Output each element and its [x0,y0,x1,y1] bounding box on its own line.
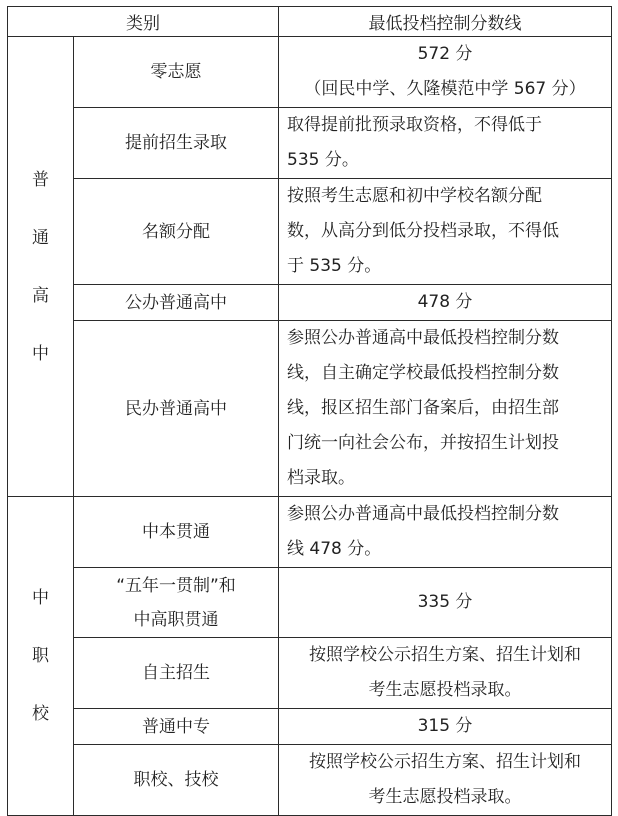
threshold-text: 于 535 分。 [287,256,382,276]
threshold-cell [279,709,612,745]
table-header-row [8,7,612,37]
threshold-text: 按照学校公示招生方案、招生计划和 [309,645,581,665]
group-label-char: 通 [32,227,49,248]
threshold-text: 参照公办普通高中最低投档控制分数 [287,328,559,348]
threshold-text: 572 分 [417,44,473,64]
threshold-text: 取得提前批预录取资格，不得低于 [287,115,542,135]
category-cell [74,568,279,638]
group-label-char: 职 [32,646,49,666]
threshold-text: 按照考生志愿和初中学校名额分配 [287,186,542,206]
category-cell [74,321,279,497]
category-text: 职校、技校 [133,770,219,790]
threshold-text: 档录取。 [287,468,355,488]
threshold-text: 线 478 分。 [287,539,382,559]
admission-table-container [7,6,612,816]
category-text: 公办普通高中 [125,292,227,313]
threshold-text: 线，自主确定学校最低投档控制分数 [287,363,559,383]
category-text: 普通中专 [142,716,210,737]
category-cell [74,179,279,285]
threshold-text: 315 分 [417,716,473,736]
table-row [8,638,612,709]
category-text: 民办普通高中 [125,398,227,419]
category-text: 零志愿 [150,62,202,82]
category-cell [74,638,279,709]
threshold-cell [279,285,612,321]
category-cell [74,108,279,179]
table-row [8,37,612,108]
group-label-char: 高 [32,285,49,306]
table-row [8,108,612,179]
threshold-cell [279,745,612,816]
threshold-text: 数，从高分到低分投档录取，不得低 [287,221,559,241]
threshold-text: 335 分 [417,592,473,612]
category-text: “五年一贯制”和 [116,575,236,596]
category-cell [74,37,279,108]
threshold-text: 门统一向社会公布，并按招生计划投 [287,433,559,453]
category-cell [74,497,279,568]
header-threshold: 最低投档控制分数线 [279,7,612,37]
threshold-cell [279,37,612,108]
threshold-cell [279,497,612,568]
threshold-text: 线，报区招生部门备案后，由招生部 [287,398,559,418]
threshold-cell [279,638,612,709]
threshold-cell [279,179,612,285]
admission-threshold-table [7,6,612,816]
table-body [8,37,612,816]
threshold-cell [279,108,612,179]
category-cell [74,745,279,816]
table-row [8,179,612,285]
category-text: 名额分配 [142,221,210,242]
table-row [8,568,612,638]
category-text: 中高职贯通 [133,609,219,630]
table-row [8,497,612,568]
threshold-cell [279,321,612,497]
threshold-text: 按照学校公示招生方案、招生计划和 [309,752,581,772]
group-label-char: 校 [32,704,49,724]
threshold-text: 535 分。 [287,150,359,170]
table-row [8,285,612,321]
group-label-cell [8,37,74,497]
threshold-text: 参照公办普通高中最低投档控制分数 [287,504,559,524]
group-label-char: 中 [32,343,49,364]
group-label-char: 普 [32,169,49,190]
table-row [8,321,612,497]
header-category: 类别 [8,7,279,37]
table-row [8,745,612,816]
category-cell [74,285,279,321]
category-text: 中本贯通 [142,522,210,542]
category-text: 提前招生录取 [125,133,227,153]
category-text: 自主招生 [142,663,210,683]
threshold-cell [279,568,612,638]
category-cell [74,709,279,745]
threshold-text: 考生志愿投档录取。 [368,680,522,700]
threshold-text: （回民中学、久隆模范中学 567 分） [304,79,586,99]
group-label-char: 中 [32,588,49,608]
threshold-text: 478 分 [417,292,473,312]
table-row [8,709,612,745]
threshold-text: 考生志愿投档录取。 [368,787,522,807]
group-label-cell [8,497,74,816]
